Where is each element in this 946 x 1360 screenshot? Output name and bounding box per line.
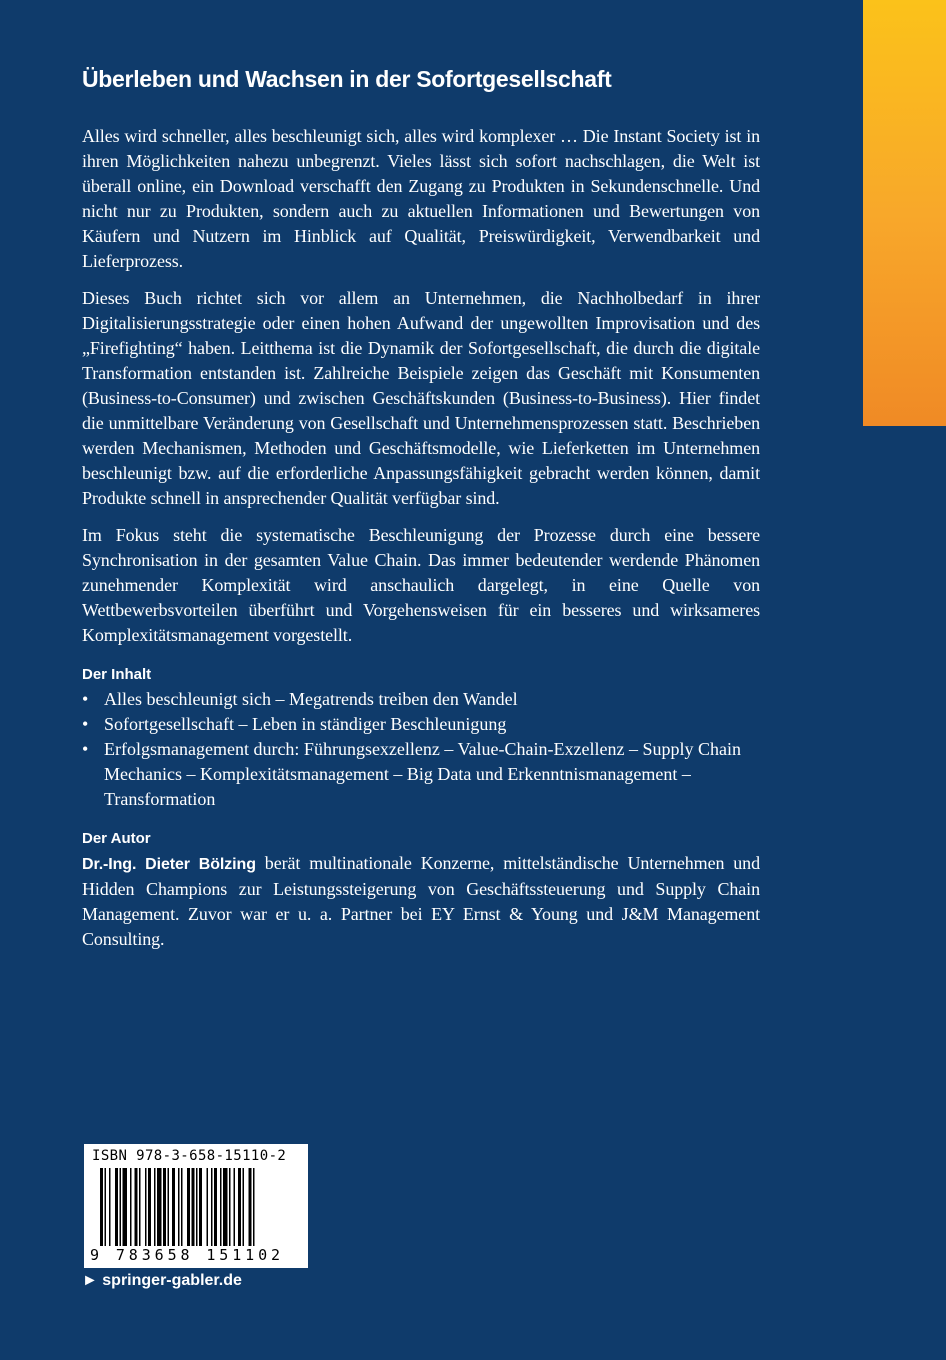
book-title: Überleben und Wachsen in der Sofortgesellschaft (82, 66, 612, 92)
orange-accent-bar (863, 0, 946, 426)
intro-paragraph-2: Dieses Buch richtet sich vor allem an Unternehmen, die Nachholbedarf in ihrer Digitalisierungsstrategie oder einen hohen Aufwand der ungewollten Improvisation und des „Firefighting“ haben. Leitthema ist die Dynamik der Sofortgesellschaft, die durch die digitale Transformation entstanden ist. Zahlreiche Beispiele zeigen das Geschäft mit Konsumenten (Business-to-Consumer) und zwischen Geschäftskunden (Business-to-Business). Hier findet die unmittelbare Veränderung von Gesellschaft und Unternehmensprozessen statt. Beschrieben werden Mechanismen, Methoden und Geschäftsmodelle, wie Lieferketten im Unternehmen beschleunigt bzw. auf die erforderliche Anpassungsfähigkeit gebracht werden können, damit Produkte schnell in ansprechender Qualität verfügbar sind. (82, 288, 760, 508)
bullet-icon: • (82, 689, 89, 709)
author-bio-text: berät multinationale Konzerne, mittelständische Unternehmen und Hidden Champions zur Leistungssteigerung von Geschäftssteuerung und Supply Chain Management. Zuvor war er u. a. Partner bei EY Ernst & Young und J&M Management Consulting. (82, 853, 760, 949)
bullet-icon: • (82, 714, 89, 734)
author-heading: Der Autor (82, 830, 151, 847)
intro-paragraph-1: Alles wird schneller, alles beschleunigt sich, alles wird komplexer … Die Instant Society ist in ihren Möglichkeiten nahezu unbegrenzt. Vieles lässt sich sofort nachschlagen, die Welt ist überall online, ein Download verschafft den Zugang zu Produkten in Sekundenschnelle. Und nicht nur zu Produkten, sondern auch zu aktuellen Informationen und Bewertungen von Käufern und Nutzern im Hinblick auf Qualität, Preiswürdigkeit, Verwendbarkeit und Lieferprozess. (82, 126, 760, 271)
contents-heading: Der Inhalt (82, 666, 152, 683)
list-item: • Alles beschleunigt sich – Megatrends treiben den Wandel (82, 687, 760, 712)
intro-paragraph-3: Im Fokus steht die systematische Beschleunigung der Prozesse durch eine bessere Synchronisation in der gesamten Value Chain. Das immer bedeutender werdende Phänomen zunehmender Komplexität wird anschaulich dargelegt, in eine Quelle von Wettbewerbsvorteilen überführt und Vorgehensweisen für ein besseres und wirksameres Komplexitätsmanagement vorgestellt. (82, 525, 760, 645)
list-item: • Sofortgesellschaft – Leben in ständiger Beschleunigung (82, 712, 760, 737)
publisher-website-link[interactable]: ► springer-gabler.de (82, 1272, 242, 1289)
barcode-digits: 9 783658 151102 (90, 1246, 284, 1264)
barcode-bars (100, 1168, 292, 1246)
author-bio (82, 851, 760, 952)
back-cover-text (82, 64, 760, 964)
contents-list (82, 687, 760, 812)
isbn-label: ISBN 978-3-658-15110-2 (92, 1148, 287, 1164)
bullet-icon: • (82, 739, 89, 759)
author-name: Dr.-Ing. Dieter Bölzing (82, 856, 256, 873)
isbn-barcode (84, 1144, 308, 1268)
list-item: • Erfolgsmanagement durch: Führungsexzellenz – Value-Chain-Exzellenz – Supply Chain Mechanics – Komplexitätsmanagement – Big Data und Erkenntnismanagement – Transformation (82, 739, 741, 809)
